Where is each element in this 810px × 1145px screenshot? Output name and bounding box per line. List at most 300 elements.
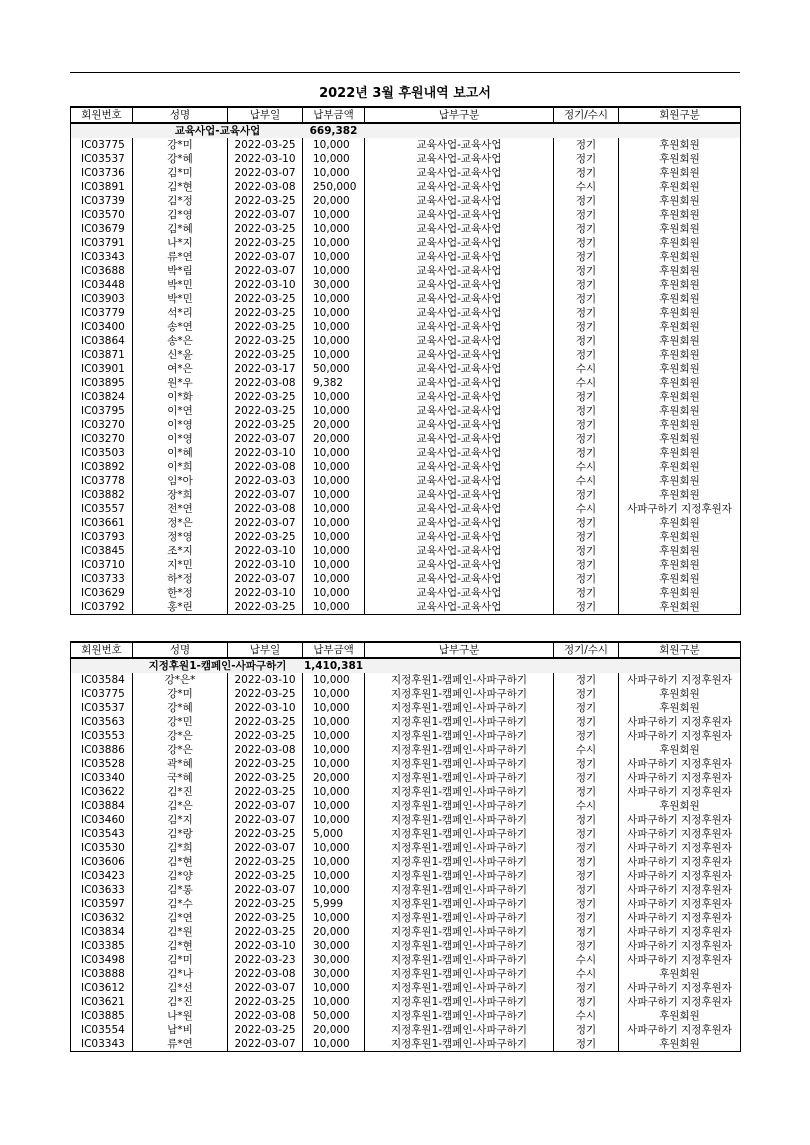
cell-member-type: 사파구하기 지정후원자 [619,911,741,925]
cell-member-id: IC03886 [71,743,133,757]
cell-frequency: 정기 [554,813,619,827]
cell-pay-date: 2022-03-25 [228,897,303,911]
cell-frequency: 정기 [554,558,619,572]
cell-amount: 10,000 [303,673,365,687]
cell-member-type: 후원회원 [619,138,741,152]
table-row [71,348,741,362]
cell-member-id: IC03503 [71,446,133,460]
cell-pay-date: 2022-03-25 [228,687,303,701]
cell-member-type: 사파구하기 지정후원자 [619,939,741,953]
cell-pay-date: 2022-03-25 [228,715,303,729]
table-row [71,194,741,208]
cell-frequency: 정기 [554,600,619,615]
cell-member-id: IC03891 [71,180,133,194]
cell-pay-date: 2022-03-25 [228,334,303,348]
cell-member-id: IC03612 [71,981,133,995]
table-row [71,446,741,460]
cell-member-id: IC03892 [71,460,133,474]
cell-amount: 10,000 [303,757,365,771]
cell-pay-date: 2022-03-03 [228,474,303,488]
cell-frequency: 정기 [554,152,619,166]
cell-member-id: IC03530 [71,841,133,855]
table-row [71,953,741,967]
cell-pay-date: 2022-03-07 [228,813,303,827]
cell-name: 김*진 [133,995,228,1009]
cell-pay-date: 2022-03-25 [228,925,303,939]
cell-name: 김*희 [133,841,228,855]
cell-pay-category: 지정후원1-캠페인-사파구하기 [365,939,554,953]
cell-pay-category: 지정후원1-캠페인-사파구하기 [365,799,554,813]
cell-pay-category: 교육사업-교육사업 [365,474,554,488]
cell-name: 김*은 [133,799,228,813]
cell-frequency: 수시 [554,743,619,757]
cell-member-id: IC03557 [71,502,133,516]
cell-name: 석*리 [133,306,228,320]
cell-pay-date: 2022-03-07 [228,1037,303,1052]
cell-member-type: 후원회원 [619,320,741,334]
cell-pay-category: 교육사업-교육사업 [365,278,554,292]
cell-name: 강*혜 [133,152,228,166]
col-header-pay-category: 납부구분 [365,642,554,658]
cell-pay-date: 2022-03-25 [228,771,303,785]
cell-amount: 30,000 [303,278,365,292]
cell-pay-category: 교육사업-교육사업 [365,362,554,376]
cell-member-id: IC03792 [71,600,133,615]
cell-amount: 10,000 [303,586,365,600]
cell-frequency: 수시 [554,799,619,813]
cell-amount: 10,000 [303,474,365,488]
cell-member-type: 후원회원 [619,516,741,530]
cell-pay-category: 교육사업-교육사업 [365,334,554,348]
cell-member-type: 후원회원 [619,194,741,208]
cell-frequency: 정기 [554,729,619,743]
cell-frequency: 정기 [554,404,619,418]
cell-frequency: 정기 [554,306,619,320]
table-row [71,757,741,771]
cell-pay-category: 교육사업-교육사업 [365,446,554,460]
cell-name: 김*지 [133,813,228,827]
table-row [71,995,741,1009]
cell-member-type: 후원회원 [619,376,741,390]
cell-pay-date: 2022-03-10 [228,701,303,715]
table-body [71,673,741,1052]
cell-name: 박*림 [133,264,228,278]
cell-pay-category: 교육사업-교육사업 [365,306,554,320]
cell-member-type: 후원회원 [619,432,741,446]
cell-member-id: IC03736 [71,166,133,180]
cell-name: 김*진 [133,785,228,799]
cell-name: 홍*린 [133,600,228,615]
cell-pay-category: 교육사업-교육사업 [365,152,554,166]
cell-pay-date: 2022-03-25 [228,390,303,404]
cell-pay-date: 2022-03-25 [228,530,303,544]
cell-amount: 10,000 [303,981,365,995]
col-header-pay-date: 납부일 [228,642,303,658]
cell-pay-date: 2022-03-08 [228,1009,303,1023]
cell-member-type: 사파구하기 지정후원자 [619,925,741,939]
cell-pay-date: 2022-03-07 [228,488,303,502]
cell-frequency: 수시 [554,967,619,981]
cell-pay-category: 지정후원1-캠페인-사파구하기 [365,995,554,1009]
cell-frequency: 정기 [554,320,619,334]
table-row [71,687,741,701]
cell-name: 김*미 [133,953,228,967]
cell-pay-date: 2022-03-07 [228,572,303,586]
col-header-name: 성명 [133,107,228,123]
cell-frequency: 정기 [554,418,619,432]
cell-amount: 10,000 [303,743,365,757]
cell-member-type: 후원회원 [619,306,741,320]
cell-member-type: 후원회원 [619,967,741,981]
table-row [71,222,741,236]
table-row [71,729,741,743]
cell-amount: 10,000 [303,600,365,615]
cell-pay-date: 2022-03-10 [228,673,303,687]
cell-member-id: IC03661 [71,516,133,530]
table-row [71,278,741,292]
cell-name: 강*은* [133,673,228,687]
cell-member-type: 후원회원 [619,180,741,194]
cell-pay-date: 2022-03-08 [228,502,303,516]
cell-member-type: 후원회원 [619,166,741,180]
cell-pay-category: 지정후원1-캠페인-사파구하기 [365,785,554,799]
table-row [71,404,741,418]
cell-amount: 10,000 [303,813,365,827]
cell-pay-date: 2022-03-25 [228,306,303,320]
cell-member-type: 사파구하기 지정후원자 [619,673,741,687]
table-row [71,334,741,348]
table-row [71,460,741,474]
cell-name: 김*미 [133,166,228,180]
cell-pay-category: 지정후원1-캠페인-사파구하기 [365,953,554,967]
cell-name: 류*연 [133,250,228,264]
cell-member-type: 사파구하기 지정후원자 [619,841,741,855]
table-row [71,390,741,404]
cell-pay-category: 지정후원1-캠페인-사파구하기 [365,701,554,715]
table-row [71,883,741,897]
cell-member-id: IC03864 [71,334,133,348]
cell-member-type: 사파구하기 지정후원자 [619,771,741,785]
cell-member-type: 사파구하기 지정후원자 [619,827,741,841]
cell-name: 강*미 [133,687,228,701]
cell-pay-date: 2022-03-07 [228,883,303,897]
cell-pay-category: 교육사업-교육사업 [365,502,554,516]
cell-frequency: 수시 [554,1009,619,1023]
cell-member-type: 후원회원 [619,460,741,474]
cell-name: 여*은 [133,362,228,376]
cell-pay-date: 2022-03-10 [228,544,303,558]
cell-pay-category: 교육사업-교육사업 [365,208,554,222]
report-title: 2022년 3월 후원내역 보고서 [319,86,491,101]
table-row [71,785,741,799]
cell-pay-category: 교육사업-교육사업 [365,586,554,600]
cell-name: 한*정 [133,586,228,600]
cell-pay-category: 지정후원1-캠페인-사파구하기 [365,911,554,925]
cell-frequency: 정기 [554,701,619,715]
col-header-frequency: 정기/수시 [554,107,619,123]
cell-amount: 10,000 [303,516,365,530]
donation-table-campaign [70,641,741,1052]
cell-amount: 10,000 [303,729,365,743]
cell-pay-category: 교육사업-교육사업 [365,264,554,278]
cell-name: 송*연 [133,320,228,334]
table-row [71,586,741,600]
group-subtotal-row [71,658,741,673]
cell-pay-category: 지정후원1-캠페인-사파구하기 [365,1009,554,1023]
cell-pay-category: 교육사업-교육사업 [365,600,554,615]
cell-amount: 10,000 [303,334,365,348]
cell-amount: 9,382 [303,376,365,390]
cell-name: 류*연 [133,1037,228,1052]
table-row [71,516,741,530]
cell-amount: 20,000 [303,194,365,208]
cell-member-id: IC03688 [71,264,133,278]
cell-frequency: 수시 [554,460,619,474]
cell-member-type: 후원회원 [619,687,741,701]
cell-member-type: 사파구하기 지정후원자 [619,953,741,967]
cell-member-id: IC03884 [71,799,133,813]
table-row [71,600,741,615]
cell-amount: 30,000 [303,939,365,953]
cell-member-type: 후원회원 [619,404,741,418]
table-row [71,869,741,883]
cell-member-id: IC03882 [71,488,133,502]
table-row [71,771,741,785]
cell-pay-category: 지정후원1-캠페인-사파구하기 [365,967,554,981]
table-row [71,897,741,911]
table-row [71,743,741,757]
cell-pay-category: 교육사업-교육사업 [365,432,554,446]
cell-pay-category: 지정후원1-캠페인-사파구하기 [365,757,554,771]
cell-name: 박*민 [133,278,228,292]
cell-amount: 20,000 [303,432,365,446]
cell-frequency: 정기 [554,981,619,995]
cell-frequency: 정기 [554,138,619,152]
cell-pay-category: 교육사업-교육사업 [365,418,554,432]
cell-pay-date: 2022-03-08 [228,180,303,194]
cell-frequency: 정기 [554,516,619,530]
cell-frequency: 정기 [554,250,619,264]
cell-name: 김*영 [133,208,228,222]
table-row [71,362,741,376]
cell-amount: 10,000 [303,1037,365,1052]
cell-pay-category: 지정후원1-캠페인-사파구하기 [365,925,554,939]
cell-member-id: IC03824 [71,390,133,404]
cell-pay-category: 교육사업-교육사업 [365,544,554,558]
cell-member-id: IC03629 [71,586,133,600]
cell-pay-date: 2022-03-25 [228,827,303,841]
cell-amount: 250,000 [303,180,365,194]
cell-member-type: 후원회원 [619,1009,741,1023]
table-row [71,544,741,558]
cell-member-type: 후원회원 [619,446,741,460]
cell-frequency: 정기 [554,432,619,446]
cell-pay-category: 교육사업-교육사업 [365,558,554,572]
cell-frequency: 정기 [554,785,619,799]
cell-member-type: 후원회원 [619,586,741,600]
cell-member-type: 사파구하기 지정후원자 [619,757,741,771]
cell-frequency: 수시 [554,362,619,376]
cell-pay-date: 2022-03-07 [228,250,303,264]
cell-member-id: IC03901 [71,362,133,376]
cell-member-id: IC03563 [71,715,133,729]
cell-member-id: IC03570 [71,208,133,222]
cell-member-type: 사파구하기 지정후원자 [619,785,741,799]
group-name: 지정후원1-캠페인-사파구하기 [133,658,303,673]
cell-pay-category: 교육사업-교육사업 [365,250,554,264]
cell-amount: 30,000 [303,967,365,981]
col-header-member-type: 회원구분 [619,642,741,658]
cell-name: 김*랑 [133,827,228,841]
cell-pay-category: 지정후원1-캠페인-사파구하기 [365,673,554,687]
cell-name: 김*정 [133,194,228,208]
cell-amount: 10,000 [303,446,365,460]
cell-amount: 10,000 [303,166,365,180]
cell-amount: 10,000 [303,306,365,320]
cell-member-type: 사파구하기 지정후원자 [619,502,741,516]
table-row [71,320,741,334]
cell-frequency: 정기 [554,348,619,362]
cell-name: 나*원 [133,1009,228,1023]
cell-member-id: IC03888 [71,967,133,981]
cell-pay-date: 2022-03-23 [228,953,303,967]
cell-pay-date: 2022-03-07 [228,981,303,995]
cell-pay-category: 교육사업-교육사업 [365,180,554,194]
cell-pay-category: 교육사업-교육사업 [365,460,554,474]
cell-pay-date: 2022-03-10 [228,446,303,460]
cell-amount: 10,000 [303,208,365,222]
cell-amount: 10,000 [303,715,365,729]
cell-pay-date: 2022-03-25 [228,236,303,250]
cell-name: 김*연 [133,911,228,925]
cell-name: 나*지 [133,236,228,250]
cell-member-type: 후원회원 [619,208,741,222]
cell-pay-date: 2022-03-07 [228,208,303,222]
cell-member-id: IC03633 [71,883,133,897]
cell-name: 지*민 [133,558,228,572]
table-row [71,264,741,278]
cell-member-type: 후원회원 [619,701,741,715]
cell-frequency: 정기 [554,925,619,939]
cell-frequency: 정기 [554,572,619,586]
cell-amount: 10,000 [303,530,365,544]
cell-member-id: IC03498 [71,953,133,967]
cell-member-id: IC03632 [71,911,133,925]
cell-member-type: 후원회원 [619,558,741,572]
table-row [71,180,741,194]
cell-pay-category: 지정후원1-캠페인-사파구하기 [365,1037,554,1052]
cell-member-type: 사파구하기 지정후원자 [619,995,741,1009]
cell-name: 이*영 [133,418,228,432]
cell-frequency: 정기 [554,869,619,883]
cell-name: 강*은 [133,743,228,757]
cell-pay-category: 교육사업-교육사업 [365,292,554,306]
cell-member-id: IC03710 [71,558,133,572]
cell-pay-date: 2022-03-08 [228,743,303,757]
cell-member-id: IC03528 [71,757,133,771]
cell-name: 강*미 [133,138,228,152]
cell-frequency: 정기 [554,897,619,911]
table-header-row [71,107,741,123]
cell-frequency: 정기 [554,1037,619,1052]
cell-member-id: IC03385 [71,939,133,953]
table-row [71,474,741,488]
cell-pay-category: 지정후원1-캠페인-사파구하기 [365,855,554,869]
cell-member-id: IC03400 [71,320,133,334]
cell-pay-category: 교육사업-교육사업 [365,516,554,530]
cell-member-type: 후원회원 [619,222,741,236]
table-body [71,138,741,615]
cell-amount: 10,000 [303,404,365,418]
cell-name: 이*연 [133,404,228,418]
cell-pay-category: 교육사업-교육사업 [365,236,554,250]
cell-member-id: IC03606 [71,855,133,869]
table-row [71,701,741,715]
table-row [71,138,741,152]
cell-amount: 10,000 [303,264,365,278]
cell-amount: 10,000 [303,855,365,869]
cell-member-id: IC03621 [71,995,133,1009]
cell-pay-category: 지정후원1-캠페인-사파구하기 [365,841,554,855]
cell-pay-date: 2022-03-25 [228,320,303,334]
cell-name: 강*혜 [133,701,228,715]
cell-frequency: 정기 [554,194,619,208]
cell-member-type: 사파구하기 지정후원자 [619,1023,741,1037]
top-rule [70,72,740,73]
cell-pay-date: 2022-03-10 [228,939,303,953]
table-row [71,1009,741,1023]
cell-name: 김*현 [133,939,228,953]
cell-name: 이*영 [133,432,228,446]
cell-amount: 10,000 [303,869,365,883]
group-total: 1,410,381 [303,659,364,672]
cell-pay-category: 교육사업-교육사업 [365,166,554,180]
table-row [71,1037,741,1052]
col-header-amount: 납부금액 [303,642,365,658]
cell-amount: 5,999 [303,897,365,911]
cell-frequency: 정기 [554,687,619,701]
table-row [71,488,741,502]
cell-pay-date: 2022-03-25 [228,1023,303,1037]
cell-pay-date: 2022-03-25 [228,194,303,208]
cell-member-id: IC03834 [71,925,133,939]
cell-pay-date: 2022-03-25 [228,785,303,799]
table-row [71,292,741,306]
cell-member-id: IC03537 [71,152,133,166]
cell-amount: 50,000 [303,362,365,376]
cell-name: 이*혜 [133,446,228,460]
cell-member-type: 후원회원 [619,236,741,250]
table-row [71,558,741,572]
cell-member-id: IC03739 [71,194,133,208]
cell-pay-category: 교육사업-교육사업 [365,376,554,390]
cell-member-type: 후원회원 [619,418,741,432]
cell-member-id: IC03584 [71,673,133,687]
cell-amount: 10,000 [303,460,365,474]
cell-member-type: 후원회원 [619,572,741,586]
table-row [71,1023,741,1037]
cell-pay-category: 지정후원1-캠페인-사파구하기 [365,743,554,757]
cell-name: 김*원 [133,925,228,939]
cell-member-id: IC03423 [71,869,133,883]
cell-pay-date: 2022-03-07 [228,264,303,278]
cell-member-id: IC03597 [71,897,133,911]
cell-frequency: 정기 [554,292,619,306]
cell-pay-date: 2022-03-25 [228,911,303,925]
cell-pay-category: 지정후원1-캠페인-사파구하기 [365,827,554,841]
cell-pay-date: 2022-03-07 [228,166,303,180]
cell-member-id: IC03885 [71,1009,133,1023]
